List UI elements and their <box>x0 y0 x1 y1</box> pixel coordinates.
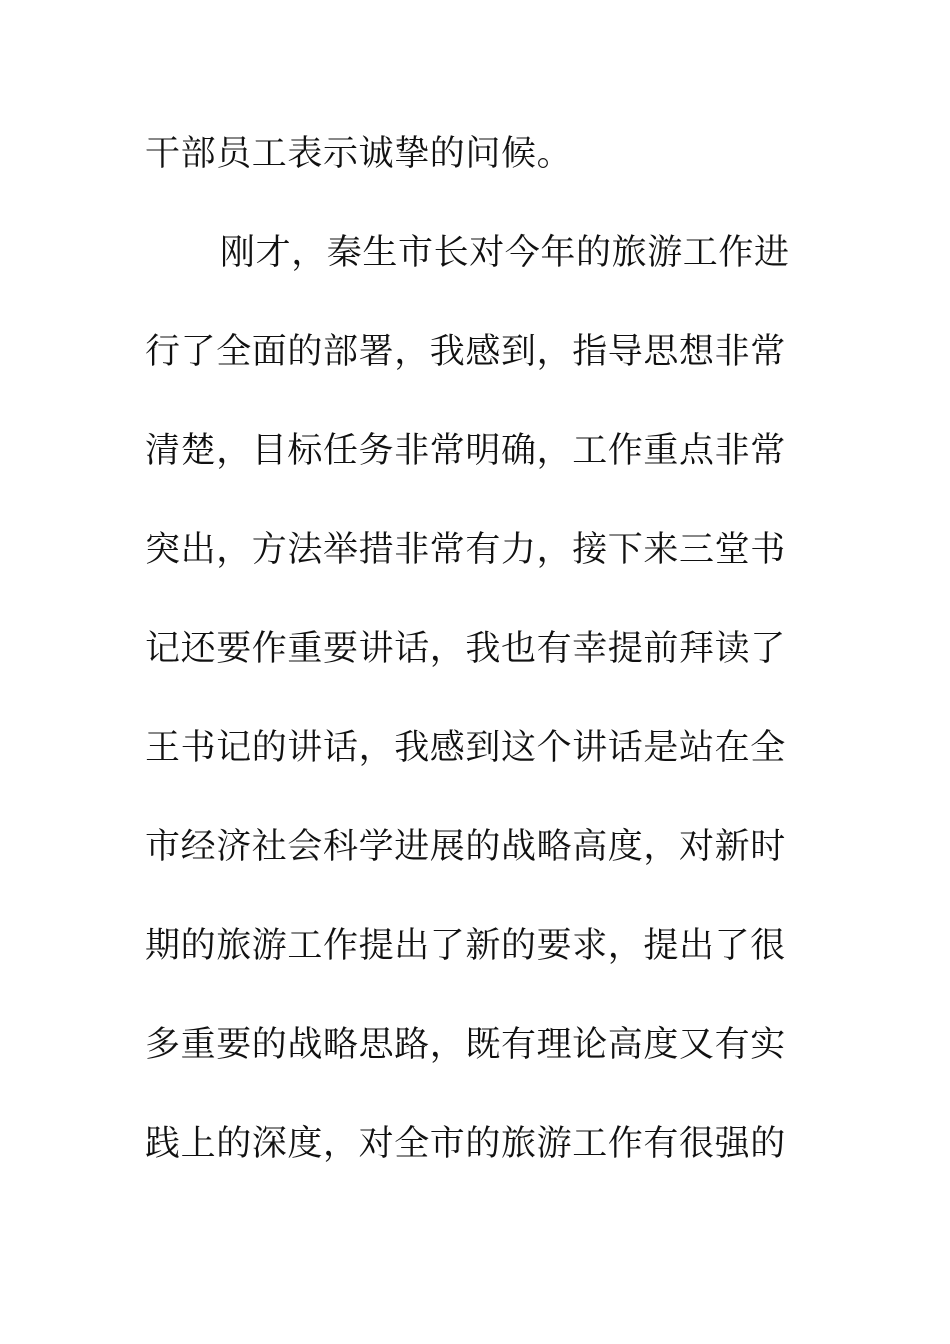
paragraph-line: 期的旅游工作提出了新的要求，提出了很 <box>145 926 786 966</box>
paragraph-line: 王书记的讲话，我感到这个讲话是站在全 <box>145 728 786 768</box>
paragraph-line: 行了全面的部署，我感到，指导思想非常 <box>145 332 786 372</box>
paragraph-line: 记还要作重要讲话，我也有幸提前拜读了 <box>145 629 786 669</box>
paragraph-line: 清楚，目标任务非常明确，工作重点非常 <box>145 431 786 471</box>
body-text <box>145 124 815 1213</box>
paragraph-line: 多重要的战略思路，既有理论高度又有实 <box>145 1025 786 1065</box>
paragraph-line: 突出，方法举措非常有力，接下来三堂书 <box>145 530 786 570</box>
paragraph-line: 刚才，秦生市长对今年的旅游工作进 <box>220 233 790 273</box>
paragraph-line: 践上的深度，对全市的旅游工作有很强的 <box>145 1124 786 1164</box>
paragraph-line: 市经济社会科学进展的战略高度，对新时 <box>145 827 786 867</box>
paragraph-line: 干部员工表示诚挚的问候。 <box>145 134 573 174</box>
